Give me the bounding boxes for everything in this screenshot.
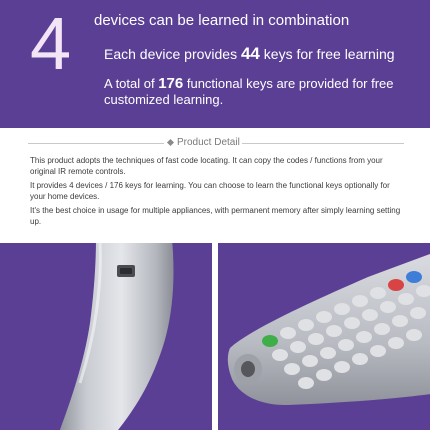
feature-line-keys-per-device (104, 44, 395, 64)
feature-line-keys-after: keys for free learning (259, 46, 395, 62)
total-keys-number: 176 (158, 75, 184, 92)
description-paragraph-2: It provides 4 devices / 176 keys for learning. You can choose to learn the functional keys optionally for your home devices. (30, 181, 390, 201)
feature-line-keys-before: Each device provides (104, 46, 241, 62)
remote-keypad-illustration (218, 243, 430, 430)
diamond-icon (167, 139, 174, 146)
remote-body-back (58, 243, 174, 430)
description-paragraph-3: It's the best choice in usage for multiple appliances, with permanent memory after simply learning setting up. (30, 206, 401, 226)
product-detail-title: Product Detail (177, 137, 240, 148)
description-paragraph-1: This product adopts the techniques of fast code locating. It can copy the codes / functions from your original IR remote controls. (30, 156, 383, 176)
device-count-number: 4 (30, 2, 72, 85)
remote-keypad-photo (218, 243, 430, 430)
feature-line-total-before: A total of (104, 76, 159, 91)
feature-line-devices: devices can be learned in combination (94, 12, 350, 29)
product-detail-header (0, 136, 430, 150)
divider-right (242, 143, 404, 144)
feature-line-total-keys (104, 76, 404, 108)
feature-banner (0, 0, 430, 128)
keys-per-device-number: 44 (240, 44, 260, 63)
feature-line-total-after: functional keys are provided for free customized learning. (104, 76, 394, 107)
divider-left (28, 143, 164, 144)
remote-back-photo (0, 243, 212, 430)
remote-back-illustration (0, 243, 212, 430)
product-description (30, 156, 404, 231)
